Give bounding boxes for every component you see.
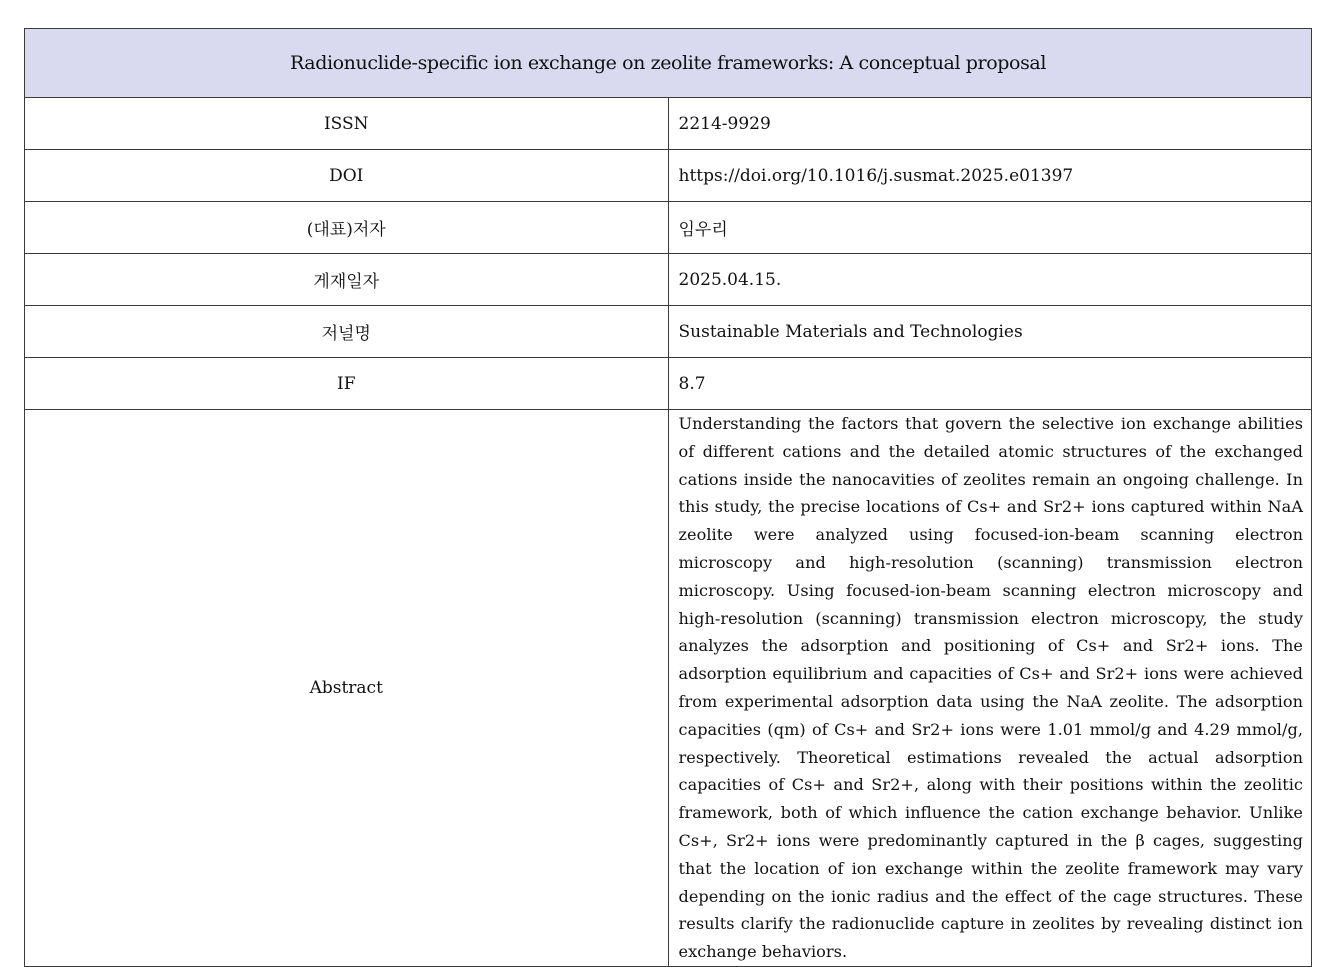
publication-date-row [25, 254, 1312, 306]
abstract-label: Abstract [25, 410, 669, 967]
issn-label: ISSN [25, 98, 669, 150]
publication-date-label: 게재일자 [25, 254, 669, 306]
journal-row [25, 306, 1312, 358]
doi-value[interactable]: https://doi.org/10.1016/j.susmat.2025.e01397 [668, 150, 1312, 202]
issn-row [25, 98, 1312, 150]
doi-row [25, 150, 1312, 202]
title-row [25, 29, 1312, 98]
abstract-text: Understanding the factors that govern the selective ion exchange abilities of different cations and the detailed atomic structures of the exchanged cations inside the nanocavities of zeolites remain an ongoing challenge. In this study, the precise locations of Cs+ and Sr2+ ions captured within NaA zeolite were analyzed using focused-ion-beam scanning electron microscopy and high-resolution (scanning) transmission electron microscopy. Using focused-ion-beam scanning electron microscopy and high-resolution (scanning) transmission electron microscopy, the study analyzes the adsorption and positioning of Cs+ and Sr2+ ions. The adsorption equilibrium and capacities of Cs+ and Sr2+ ions were achieved from experimental adsorption data using the NaA zeolite. The adsorption capacities (qm) of Cs+ and Sr2+ ions were 1.01 mmol/g and 4.29 mmol/g, respectively. Theoretical estimations revealed the actual adsorption capacities of Cs+ and Sr2+, along with their positions within the zeolitic framework, both of which influence the cation exchange behavior. Unlike Cs+, Sr2+ ions were predominantly captured in the β cages, suggesting that the location of ion exchange within the zeolite framework may vary depending on the ionic radius and the effect of the cage structures. These results clarify the radionuclide capture in zeolites by revealing distinct ion exchange behaviors. [668, 410, 1312, 967]
paper-info-table [24, 28, 1312, 967]
impact-factor-value: 8.7 [668, 358, 1312, 410]
impact-factor-label: IF [25, 358, 669, 410]
paper-title: Radionuclide-specific ion exchange on zeolite frameworks: A conceptual proposal [25, 29, 1312, 98]
journal-label: 저널명 [25, 306, 669, 358]
doi-label: DOI [25, 150, 669, 202]
author-value: 임우리 [668, 202, 1312, 254]
publication-date-value: 2025.04.15. [668, 254, 1312, 306]
journal-value: Sustainable Materials and Technologies [668, 306, 1312, 358]
issn-value: 2214-9929 [668, 98, 1312, 150]
abstract-row [25, 410, 1312, 967]
author-label: (대표)저자 [25, 202, 669, 254]
author-row [25, 202, 1312, 254]
impact-factor-row [25, 358, 1312, 410]
